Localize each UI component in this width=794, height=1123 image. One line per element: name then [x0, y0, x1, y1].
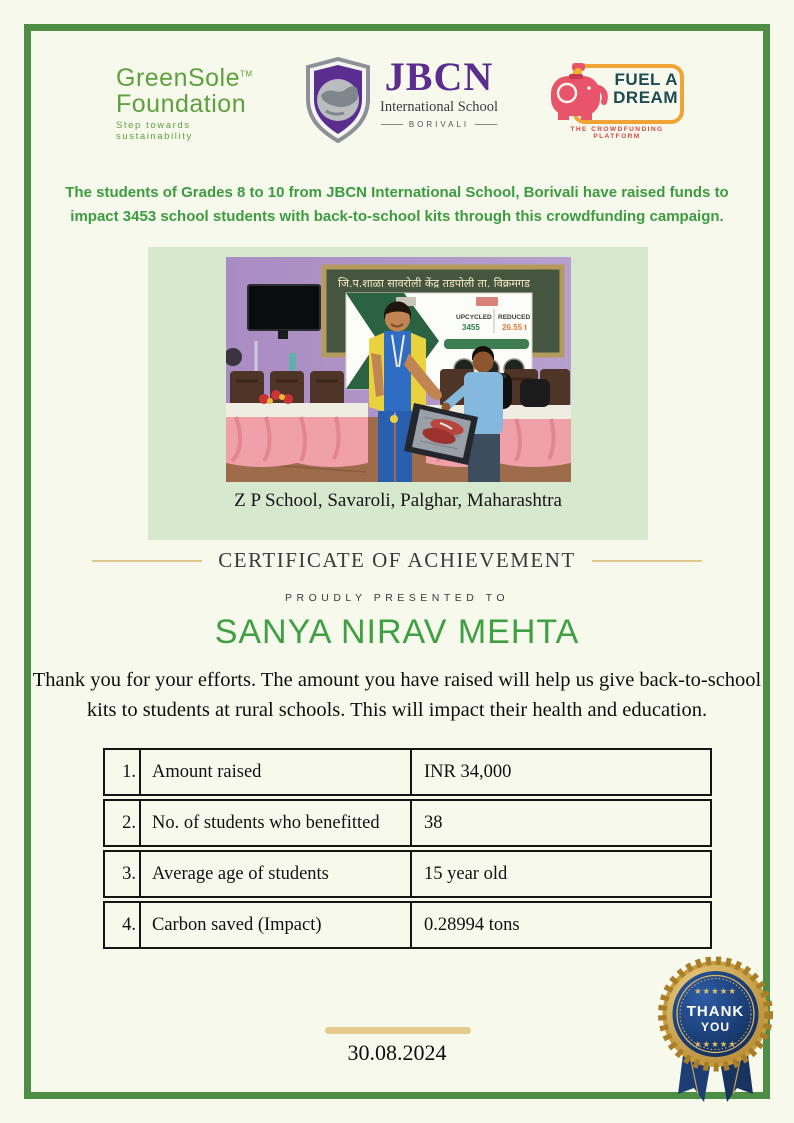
certificate-title-row: [0, 548, 794, 573]
fuel-wordmark: [613, 71, 678, 108]
title-rule-right: [592, 560, 702, 562]
jbcn-location: BORIVALI: [408, 120, 470, 129]
greensole-name: [116, 66, 266, 92]
row-number: 1.: [105, 750, 141, 794]
presented-label: PROUDLY PRESENTED TO: [284, 592, 509, 604]
row-label: No. of students who benefitted: [141, 801, 412, 845]
board-text: जि.प.शाळा सावरोली केंद्र तडपोली ता. विक्रमगड: [337, 277, 530, 290]
fuel-line1: FUEL A: [614, 70, 678, 89]
table-row: [103, 799, 712, 847]
jbcn-subtitle: International School: [380, 99, 498, 115]
row-value: 15 year old: [424, 863, 508, 884]
row-value: INR 34,000: [424, 761, 512, 782]
jbcn-text-block: [380, 54, 498, 129]
photo-section: [148, 247, 648, 540]
row-value: 0.28994 tons: [424, 914, 520, 935]
fuel-tagline: THE CROWDFUNDING PLATFORM: [570, 126, 664, 140]
photo-caption: Z P School, Savaroli, Palghar, Maharashtra: [234, 490, 562, 511]
dash-right: [475, 124, 497, 125]
date-divider: [325, 1027, 471, 1034]
recipient-name: SANYA NIRAV MEHTA: [214, 613, 580, 651]
impact-table: [103, 748, 712, 949]
certificate-title: CERTIFICATE OF ACHIEVEMENT: [218, 548, 576, 572]
row-number: 3.: [105, 852, 141, 896]
thank-you-message: Thank you for your efforts. The amount you have raised will help us give back-to-school kits to students at rural schools. This will impact their health and education.: [32, 669, 762, 721]
title-rule-left: [92, 560, 202, 562]
row-label: Average age of students: [141, 852, 412, 896]
greensole-name-text: GreenSole: [116, 64, 241, 92]
banner-reduced-value: 26.55 t: [501, 323, 527, 332]
badge-you: YOU: [700, 1020, 731, 1034]
greensole-logo: [116, 66, 266, 142]
table-row: [103, 901, 712, 949]
thank-you-badge: [648, 952, 783, 1117]
photo-illustration: [226, 257, 571, 482]
certificate-date: 30.08.2024: [347, 1040, 447, 1065]
table-row: [103, 850, 712, 898]
table-row: [103, 748, 712, 796]
banner-reduced-label: REDUCED: [497, 314, 530, 321]
row-label: Amount raised: [141, 750, 412, 794]
greensole-foundation-text: Foundation: [116, 89, 247, 118]
jbcn-shield-icon: [306, 57, 370, 143]
dash-left: [381, 124, 403, 125]
badge-stars-bottom: ★★★★★: [693, 1040, 738, 1050]
badge-thank: THANK: [686, 1003, 745, 1020]
elephant-piggybank-icon: [548, 62, 608, 128]
row-number: 4.: [105, 903, 141, 947]
jbcn-name: JBCN: [384, 54, 494, 99]
jbcn-logo: [306, 54, 498, 143]
campaign-summary: The students of Grades 8 to 10 from JBCN International School, Borivali have raised funds to impact 3453 school students with back-to-school kits through this crowdfunding campaign.: [65, 184, 729, 225]
banner-upcycled-value: 3455: [461, 323, 480, 332]
row-number: 2.: [105, 801, 141, 845]
trademark-mark: TM: [240, 69, 253, 79]
fuel-a-dream-logo: [548, 62, 686, 140]
jbcn-location-row: [380, 120, 498, 129]
badge-stars-top: ★★★★★: [693, 987, 738, 997]
greensole-tagline: Step towards sustainability: [116, 120, 193, 142]
row-label: Carbon saved (Impact): [141, 903, 412, 947]
banner-upcycled-label: UPCYCLED: [455, 314, 492, 321]
row-value: 38: [424, 812, 443, 833]
fuel-line2: DREAM: [613, 88, 678, 108]
